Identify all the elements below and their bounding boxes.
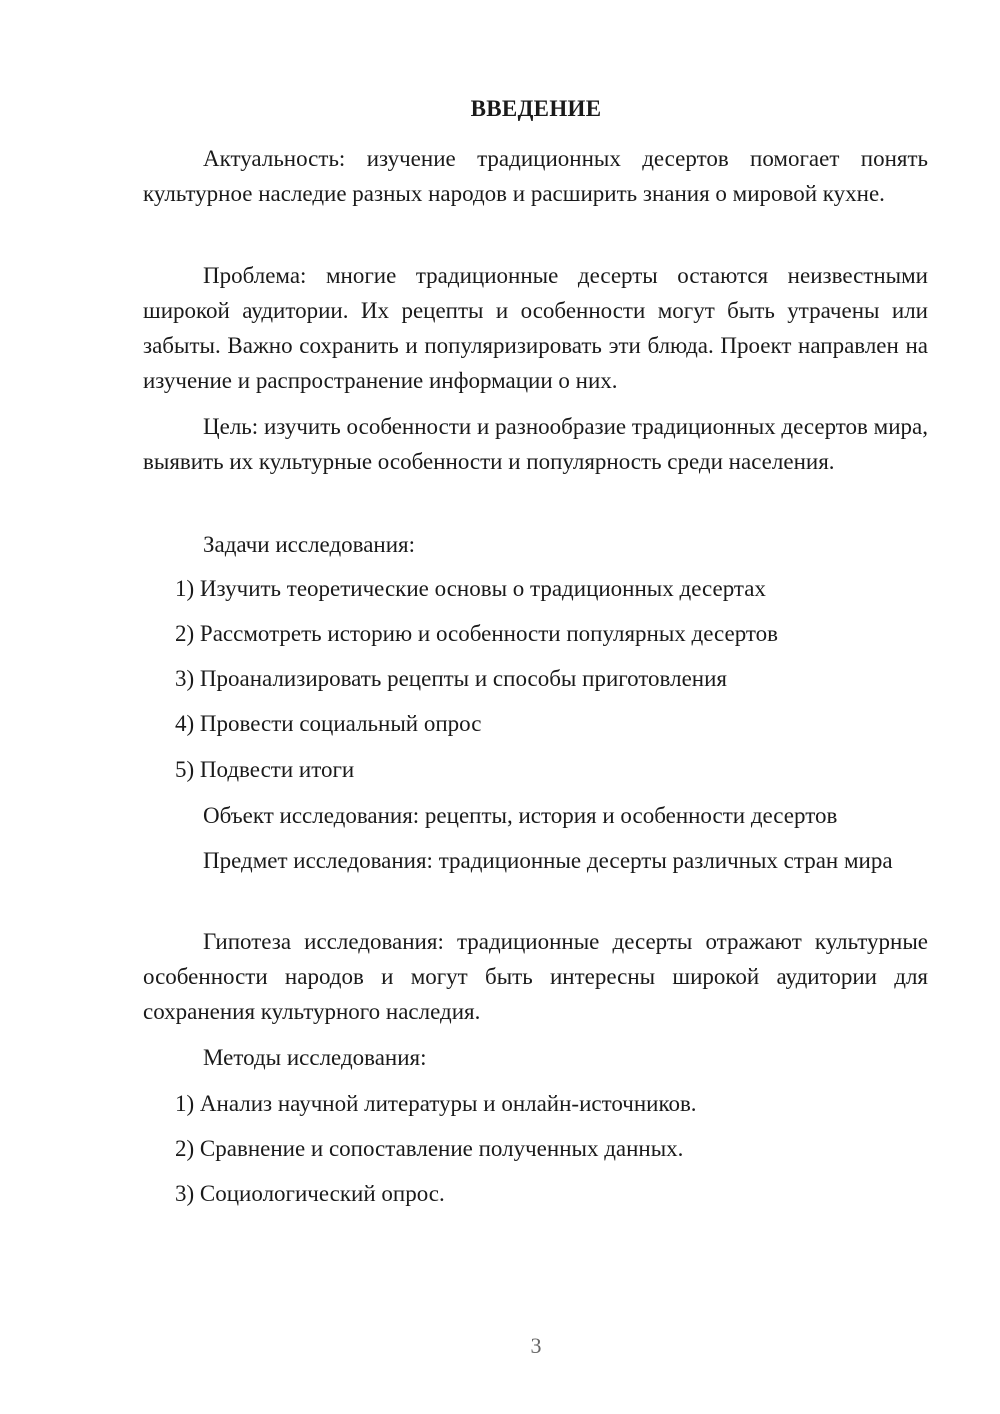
relevance-paragraph: Актуальность: изучение традиционных десертов помогает понять культурное наследие разных народов и расширить знания о мировой кухне. <box>143 146 928 206</box>
hypothesis-paragraph: Гипотеза исследования: традиционные десерты отражают культурные особенности народов и могут быть интересны широкой аудитории для сохранения культурного наследия. <box>143 929 928 1024</box>
methods-heading: Методы исследования: <box>203 1045 427 1070</box>
list-item: 3) Социологический опрос. <box>175 1181 445 1206</box>
list-item: 1) Изучить теоретические основы о традиционных десертах <box>175 576 766 601</box>
list-item: 5) Подвести итоги <box>175 757 355 782</box>
list-item: 3) Проанализировать рецепты и способы приготовления <box>175 666 727 691</box>
list-item: 1) Анализ научной литературы и онлайн-источников. <box>175 1091 697 1116</box>
list-item: 2) Рассмотреть историю и особенности популярных десертов <box>175 621 779 646</box>
list-item: 2) Сравнение и сопоставление полученных данных. <box>175 1136 684 1161</box>
page-number: 3 <box>530 1333 542 1358</box>
problem-paragraph: Проблема: многие традиционные десерты остаются неизвестными широкой аудитории. Их рецепты и особенности могут быть утрачены или забыты. Важно сохранить и популяризировать эти блюда. Проект направлен на изучение и распространение информации о них. <box>143 263 928 393</box>
goal-paragraph: Цель: изучить особенности и разнообразие традиционных десертов мира, выявить их культурные особенности и популярность среди населения. <box>143 414 928 474</box>
tasks-heading: Задачи исследования: <box>203 532 416 557</box>
subject-paragraph: Предмет исследования: традиционные десерты различных стран мира <box>203 848 893 873</box>
object-paragraph: Объект исследования: рецепты, история и особенности десертов <box>203 803 838 828</box>
list-item: 4) Провести социальный опрос <box>175 711 482 736</box>
page-title: ВВЕДЕНИЕ <box>470 96 602 121</box>
